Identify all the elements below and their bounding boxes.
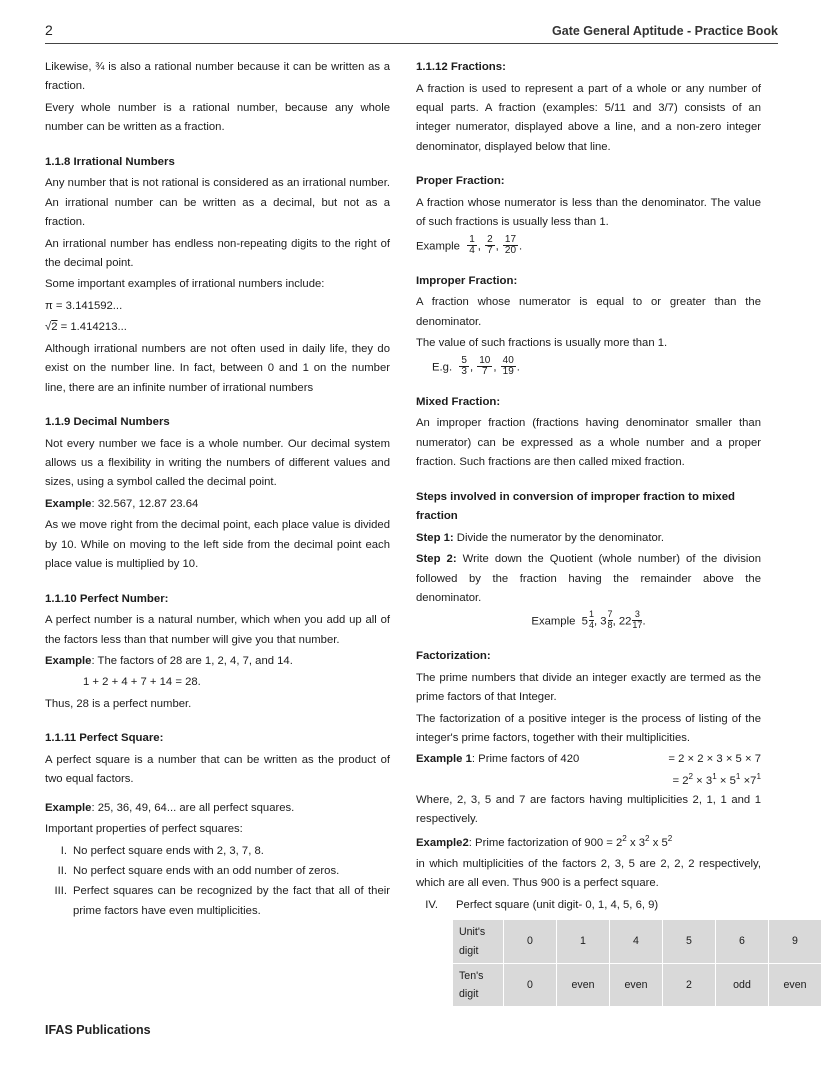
fraction bbox=[501, 356, 516, 378]
expr-base: × 5 bbox=[716, 774, 736, 787]
example-2-text: : Prime factorization of 900 = 2 bbox=[468, 836, 623, 849]
mixed-fraction-paragraph: An improper fraction (fractions having denominator smaller than numerator) can be expressed as a whole number and a proper fraction. Such fractions are then called mixed fraction. bbox=[416, 417, 761, 469]
example-2-text: x 3 bbox=[626, 836, 646, 849]
improper-fraction-examples bbox=[416, 356, 761, 378]
conversion-step-2 bbox=[416, 550, 761, 608]
fraction-separator: . bbox=[642, 615, 646, 628]
intro-paragraph-1: Likewise, ¾ is also a rational number because it can be written as a fraction. bbox=[45, 61, 390, 93]
fraction bbox=[467, 235, 477, 257]
example-1-expression-1: = 2 × 2 × 3 × 5 × 7 bbox=[668, 753, 761, 766]
proper-fraction-examples bbox=[416, 235, 761, 257]
step-2-text: Write down the Quotient (whole number) of the division followed by the fraction having the remainder above the denominator. bbox=[416, 553, 761, 604]
expr-exponent: 1 bbox=[735, 771, 741, 781]
fraction-denominator: 19 bbox=[502, 366, 514, 378]
list-item bbox=[45, 842, 390, 861]
table-cell: 4 bbox=[610, 920, 663, 963]
proper-fraction-paragraph: A fraction whose numerator is less than the denominator. The value of such fractions is usually less than 1. bbox=[416, 196, 761, 229]
expr-exponent: 2 bbox=[688, 771, 694, 781]
fraction-numerator: 10 bbox=[479, 354, 491, 366]
decimal-paragraph-2: As we move right from the decimal point, each place value is divided by 10. While on moving to the left side from the decimal point each place value is multiplied by 10. bbox=[45, 519, 390, 571]
expr-exponent: 2 bbox=[622, 833, 627, 843]
improper-fraction-paragraph-1: A fraction whose numerator is equal to or greater than the denominator. bbox=[416, 296, 761, 328]
page-columns bbox=[45, 58, 807, 1007]
decimal-example-value: : 32.567, 12.87 23.64 bbox=[91, 497, 199, 510]
irrational-paragraph-3: Some important examples of irrational numbers include: bbox=[45, 278, 325, 291]
list-item-text: No perfect square ends with 2, 3, 7, 8. bbox=[73, 844, 264, 857]
perfect-square-example-label: Example bbox=[45, 801, 92, 814]
fraction-separator: , bbox=[495, 240, 499, 253]
factorization-paragraph-3: Where, 2, 3, 5 and 7 are factors having multiplicities 2, 1, 1 and 1 respectively. bbox=[416, 794, 761, 826]
mixed-fraction-heading: Mixed Fraction: bbox=[416, 395, 501, 408]
book-title: Gate General Aptitude - Practice Book bbox=[552, 24, 778, 38]
step-2-label: Step 2: bbox=[416, 553, 457, 566]
conversion-step-1 bbox=[416, 529, 761, 548]
proper-fraction-heading: Proper Fraction: bbox=[416, 175, 505, 188]
fraction-numerator: 1 bbox=[588, 609, 594, 620]
factorization-example-1 bbox=[416, 750, 761, 769]
fraction-numerator: 5 bbox=[461, 354, 467, 366]
section-heading-1-1-9: 1.1.9 Decimal Numbers bbox=[45, 415, 170, 428]
fraction-denominator: 8 bbox=[607, 619, 613, 630]
sqrt-decimal: = 1.414213... bbox=[57, 321, 127, 334]
table-cell: odd bbox=[716, 963, 769, 1006]
list-item bbox=[45, 882, 390, 921]
table-cell: even bbox=[610, 963, 663, 1006]
perfect-square-example bbox=[45, 799, 390, 818]
expr-exponent: 2 bbox=[667, 833, 673, 843]
decimal-example-label: Example bbox=[45, 497, 92, 510]
table-cell: 5 bbox=[663, 920, 716, 963]
fraction-denominator: 20 bbox=[504, 245, 517, 257]
sqrt-two-value bbox=[45, 318, 390, 337]
section-heading-1-1-8: 1.1.8 Irrational Numbers bbox=[45, 155, 175, 168]
fraction-separator: . bbox=[516, 360, 520, 373]
example-2-text: x 5 bbox=[649, 836, 668, 849]
example-2-label: Example2 bbox=[416, 836, 469, 849]
fraction-numerator: 1 bbox=[469, 233, 475, 245]
section-heading-1-1-11: 1.1.11 Perfect Square: bbox=[45, 732, 164, 745]
example-1-expression-2 bbox=[672, 770, 761, 791]
fraction-denominator: 3 bbox=[461, 366, 467, 378]
table-cell: even bbox=[769, 963, 822, 1006]
fraction-separator: , bbox=[612, 615, 616, 628]
improper-example-label: E.g. bbox=[432, 360, 453, 373]
mixed-fraction-examples bbox=[416, 610, 761, 632]
list-item-text: No perfect square ends with an odd number of zeros. bbox=[73, 864, 340, 877]
expr-exponent: 1 bbox=[712, 771, 717, 781]
list-item-numeral: IV. bbox=[425, 898, 438, 911]
table-cell: 0 bbox=[504, 963, 557, 1006]
fractions-paragraph-1: A fraction is used to represent a part of a whole or any number of equal parts. A fraction (examples: 5/11 and 3/7) consists of an integer numerator, displayed above a line, and a non-zero integer denominator, displayed below that line. bbox=[416, 82, 761, 153]
fraction-denominator: 4 bbox=[469, 245, 475, 257]
footer-publisher: IFAS Publications bbox=[45, 1023, 151, 1037]
irrational-paragraph-2: An irrational number has endless non-repeating digits to the right of the decimal point. bbox=[45, 237, 390, 269]
fraction-separator: , bbox=[477, 240, 481, 253]
mixed-example-label: Example bbox=[531, 615, 576, 628]
intro-paragraph-2: Every whole number is a rational number, because any whole number can be written as a fraction. bbox=[45, 101, 390, 134]
fraction bbox=[632, 610, 642, 630]
proper-example-label: Example bbox=[416, 240, 460, 253]
list-item-numeral: III. bbox=[54, 885, 67, 898]
list-item-numeral: I. bbox=[60, 844, 67, 857]
step-1-label: Step 1: bbox=[416, 531, 454, 544]
factorization-paragraph-4: in which multiplicities of the factors 2, 3, 5 are 2, 2, 2 respectively, which are all even. Thus 900 is a perfect square. bbox=[416, 858, 761, 890]
fraction bbox=[477, 356, 492, 378]
fraction-numerator: 2 bbox=[487, 233, 493, 245]
decimal-paragraph-1: Not every number we face is a whole number. Our decimal system allows us a flexibility in writing the numbers of different values and sizes, using a symbol called the decimal point. bbox=[45, 437, 390, 489]
factorization-paragraph-1: The prime numbers that divide an integer exactly are termed as the prime factors of that Integer. bbox=[416, 671, 761, 704]
table-row-header: Ten's digit bbox=[453, 963, 504, 1006]
fraction bbox=[503, 235, 518, 257]
sqrt-radicand: 2 bbox=[51, 321, 58, 334]
perfect-number-paragraph-2: Thus, 28 is a perfect number. bbox=[45, 697, 192, 710]
mixed-whole: 22 bbox=[618, 615, 632, 628]
table-cell: 2 bbox=[663, 963, 716, 1006]
irrational-paragraph-1: Any number that is not rational is considered as an irrational number. An irrational number can be written as a decimal, but not as a fraction. bbox=[45, 177, 390, 229]
page-header bbox=[45, 22, 778, 44]
factorization-heading: Factorization: bbox=[416, 650, 491, 663]
example-1-text: : Prime factors of 420 bbox=[471, 753, 580, 766]
mixed-whole: 5 bbox=[581, 615, 588, 628]
perfect-square-properties-list bbox=[45, 842, 390, 922]
list-item-text: Perfect squares can be recognized by the fact that all of their prime factors have even multiplicities. bbox=[73, 885, 390, 917]
expr-base: ×7 bbox=[740, 774, 757, 787]
sqrt-symbol: √ bbox=[45, 321, 52, 334]
list-item bbox=[45, 862, 390, 881]
perfect-number-example-label: Example bbox=[45, 654, 92, 667]
perfect-number-paragraph-1: A perfect number is a natural number, which when you add up all of the factors less than that number will give you that number. bbox=[45, 614, 390, 646]
step-1-text: Divide the numerator by the denominator. bbox=[453, 531, 665, 544]
fraction-denominator: 17 bbox=[632, 619, 643, 630]
fraction-denominator: 4 bbox=[588, 619, 594, 630]
section-heading-1-1-10: 1.1.10 Perfect Number: bbox=[45, 592, 169, 605]
unit-digit-table bbox=[452, 919, 822, 1007]
fraction bbox=[459, 356, 469, 378]
page-number: 2 bbox=[45, 22, 53, 38]
perfect-number-sum: 1 + 2 + 4 + 7 + 14 = 28. bbox=[83, 676, 201, 689]
table-cell: even bbox=[557, 963, 610, 1006]
expr-base: = 2 bbox=[672, 774, 689, 787]
mixed-whole: 3 bbox=[600, 615, 607, 628]
fraction-numerator: 7 bbox=[607, 609, 613, 620]
factorization-paragraph-2: The factorization of a positive integer is the process of listing of the integer's prime factors, together with their multiplicities. bbox=[416, 712, 761, 744]
list-item-text: Perfect square (unit digit- 0, 1, 4, 5, 6, 9) bbox=[456, 898, 659, 911]
fraction-numerator: 40 bbox=[502, 354, 514, 366]
fraction bbox=[485, 235, 495, 257]
conversion-steps-heading: Steps involved in conversion of improper fraction to mixed fraction bbox=[416, 490, 735, 523]
perfect-number-example bbox=[45, 652, 390, 671]
table-cell: 6 bbox=[716, 920, 769, 963]
decimal-example bbox=[45, 495, 390, 514]
fraction-denominator: 7 bbox=[477, 366, 492, 378]
list-item-numeral: II. bbox=[57, 864, 67, 877]
table-cell: 1 bbox=[557, 920, 610, 963]
perfect-square-unit-digit-item bbox=[416, 896, 761, 915]
fraction-numerator: 17 bbox=[504, 233, 517, 245]
perfect-number-example-value: : The factors of 28 are 1, 2, 4, 7, and 14. bbox=[91, 654, 293, 667]
table-cell: 9 bbox=[769, 920, 822, 963]
example-1-label-group bbox=[416, 750, 579, 769]
improper-fraction-paragraph-2: The value of such fractions is usually more than 1. bbox=[416, 337, 668, 350]
left-column bbox=[45, 58, 390, 1007]
factorization-example-2 bbox=[416, 832, 761, 853]
perfect-square-properties-intro: Important properties of perfect squares: bbox=[45, 823, 243, 836]
perfect-square-paragraph-1: A perfect square is a number that can be written as the product of two equal factors. bbox=[45, 753, 390, 786]
right-column bbox=[416, 58, 807, 1007]
fraction-numerator: 3 bbox=[634, 609, 640, 620]
list-item bbox=[416, 896, 761, 915]
pi-value: π = 3.141592... bbox=[45, 299, 123, 312]
improper-fraction-heading: Improper Fraction: bbox=[416, 274, 518, 287]
table-cell: 0 bbox=[504, 920, 557, 963]
perfect-square-example-value: : 25, 36, 49, 64... are all perfect squares. bbox=[91, 801, 295, 814]
irrational-paragraph-4: Although irrational numbers are not often used in daily life, they do exist on the number line. In fact, between 0 and 1 on the number line, there are an infinite number of irrational numbers bbox=[45, 342, 390, 394]
table-row bbox=[453, 963, 822, 1006]
example-1-label: Example 1 bbox=[416, 753, 472, 766]
fraction-denominator: 7 bbox=[487, 245, 493, 257]
expr-exponent: 2 bbox=[645, 833, 650, 843]
fraction-separator: , bbox=[493, 360, 497, 373]
expr-exponent: 1 bbox=[756, 771, 761, 781]
fraction-separator: , bbox=[469, 360, 474, 373]
fraction-separator: . bbox=[519, 240, 523, 253]
fraction-separator: , bbox=[593, 615, 598, 628]
table-row-header: Unit's digit bbox=[453, 920, 504, 963]
section-heading-1-1-12: 1.1.12 Fractions: bbox=[416, 61, 506, 73]
factorization-example-1-line-2 bbox=[416, 770, 761, 791]
expr-base: × 3 bbox=[693, 774, 713, 787]
table-row bbox=[453, 920, 822, 963]
